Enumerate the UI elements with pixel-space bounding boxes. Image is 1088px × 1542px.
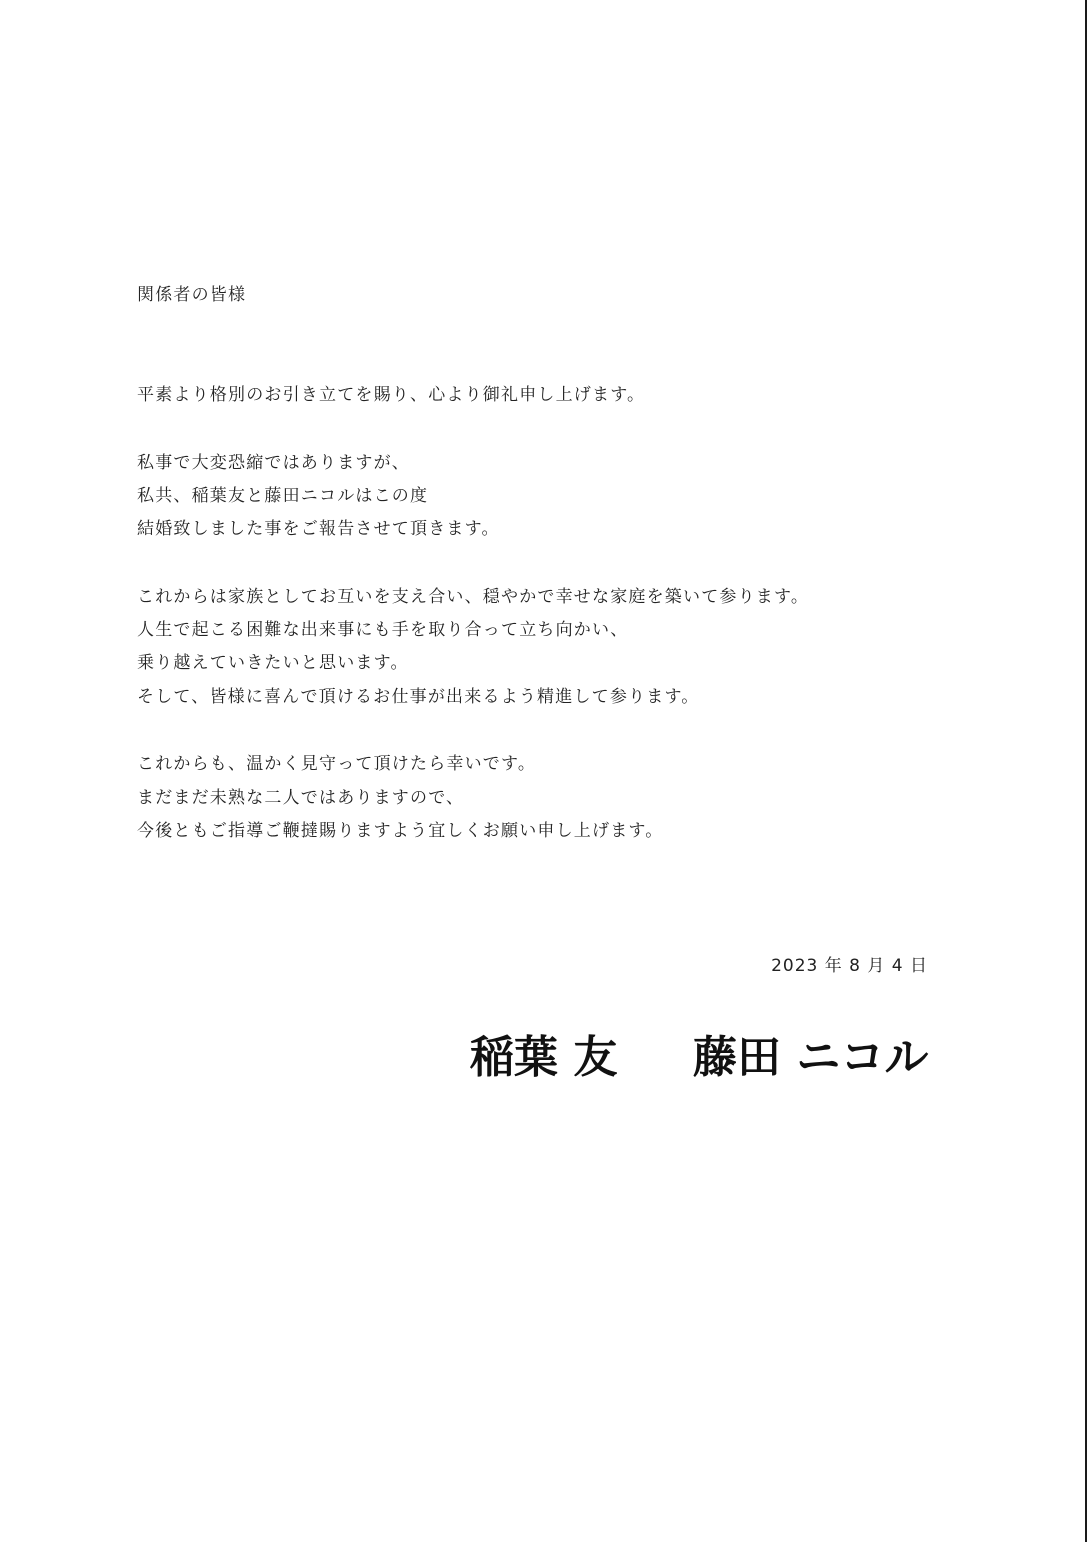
paragraph-4-line-2: まだまだ未熟な二人ではありますので、 (137, 788, 465, 808)
paragraph-1-line-1: 平素より格別のお引き立てを賜り、心より御礼申し上げます。 (137, 385, 646, 405)
paragraph-2-line-2: 私共、稲葉友と藤田ニコルはこの度 (137, 486, 429, 506)
paragraph-4-line-3: 今後ともご指導ご鞭撻賜りますよう宜しくお願い申し上げます。 (137, 821, 664, 841)
paragraph-3-line-2: 人生で起こる困難な出来事にも手を取り合って立ち向かい、 (137, 620, 629, 640)
paragraph-2-line-3: 結婚致しました事をご報告させて頂きます。 (137, 519, 500, 539)
handwritten-signature (465, 1020, 955, 1090)
paragraph-3-line-4: そして、皆様に喜んで頂けるお仕事が出来るよう精進して参ります。 (137, 687, 700, 707)
salutation: 関係者の皆様 (137, 285, 247, 305)
signature-name-1: 稲葉 友 (470, 1032, 618, 1083)
paragraph-2-line-1: 私事で大変恐縮ではありますが、 (137, 453, 410, 473)
paragraph-3-line-3: 乗り越えていきたいと思います。 (137, 653, 409, 673)
page-edge-line (1085, 0, 1087, 1542)
letter-date: 2023 年 8 月 4 日 (771, 956, 928, 976)
signature-name-2: 藤田 ニコル (693, 1032, 929, 1083)
paragraph-3-line-1: これからは家族としてお互いを支え合い、穏やかで幸せな家庭を築いて参ります。 (137, 587, 810, 607)
paragraph-4-line-1: これからも、温かく見守って頂けたら幸いです。 (137, 754, 537, 774)
